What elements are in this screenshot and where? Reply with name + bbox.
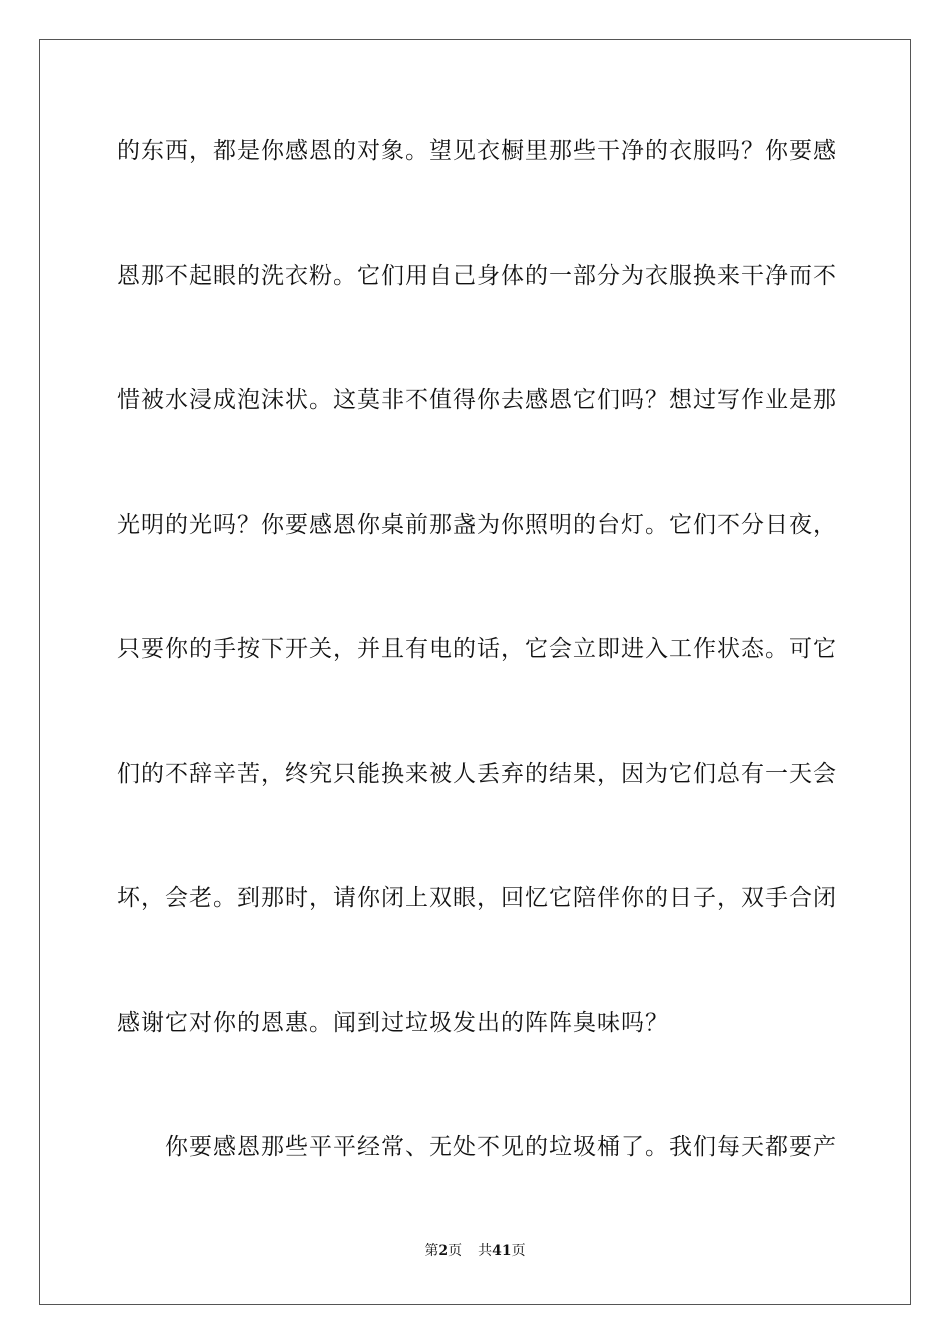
- total-suffix: 页: [511, 1243, 526, 1259]
- paragraph-first-line: 你要感恩那些平平经常、无处不见的垃圾桶了。我们每天都要产: [165, 1134, 837, 1160]
- total-pages: 41: [492, 1243, 512, 1259]
- text-line: 只要你的手按下开关，并且有电的话，它会立即进入工作状态。可它: [117, 636, 837, 662]
- page-number: 2: [438, 1243, 449, 1259]
- page-footer: [0, 1242, 950, 1260]
- text-line: 光明的光吗？你要感恩你桌前那盏为你照明的台灯。它们不分日夜，: [117, 512, 837, 538]
- text-line: 们的不辞辛苦，终究只能换来被人丢弃的结果，因为它们总有一天会: [117, 761, 837, 787]
- page-suffix: 页: [448, 1243, 463, 1259]
- total-prefix: 共: [478, 1243, 493, 1259]
- page-prefix: 第: [424, 1243, 439, 1259]
- text-line: 惜被水浸成泡沫状。这莫非不值得你去感恩它们吗？想过写作业是那: [117, 387, 837, 413]
- text-line: 坏，会老。到那时，请你闭上双眼，回忆它陪伴你的日子，双手合闭: [117, 885, 837, 911]
- text-line: 恩那不起眼的洗衣粉。它们用自己身体的一部分为衣服换来干净而不: [117, 263, 837, 289]
- page-border: [39, 39, 911, 1305]
- text-line: 感谢它对你的恩惠。闻到过垃圾发出的阵阵臭味吗？: [117, 1010, 669, 1036]
- text-line: 的东西，都是你感恩的对象。望见衣橱里那些干净的衣服吗？你要感: [117, 138, 837, 164]
